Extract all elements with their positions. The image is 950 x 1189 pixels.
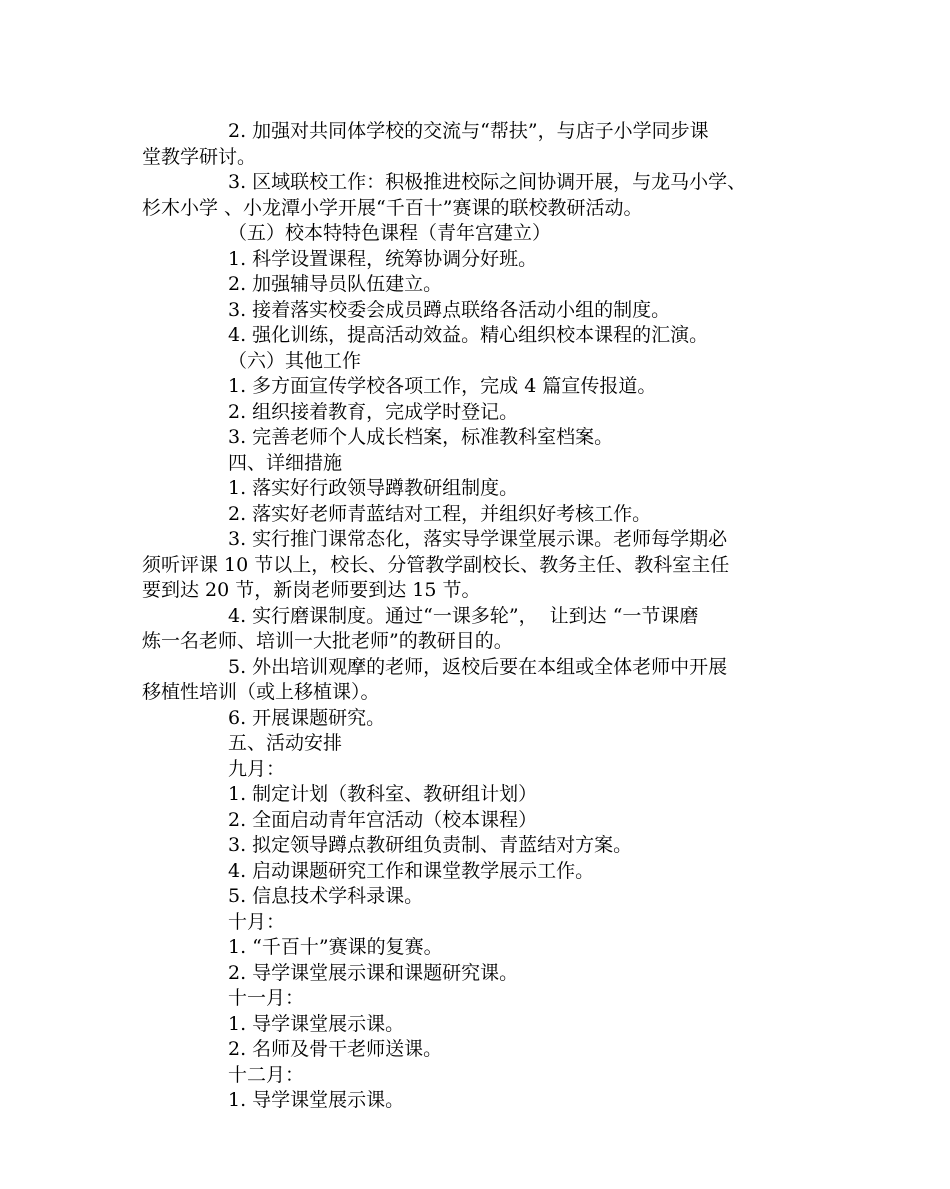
- text-line: （六）其他工作: [228, 349, 362, 372]
- text-line: 九月：: [228, 757, 286, 780]
- text-line: 3. 完善老师个人成长档案，标准教科室档案。: [228, 426, 614, 448]
- text-line: 1. 多方面宣传学校各项工作，完成 4 篇宣传报道。: [228, 375, 657, 397]
- text-line: 5. 外出培训观摩的老师，返校后要在本组或全体老师中开展: [228, 655, 728, 678]
- text-line: 1. “千百十”赛课的复赛。: [228, 936, 443, 958]
- text-line: 3. 区域联校工作：积极推进校际之间协调开展，与龙马小学、: [228, 171, 747, 193]
- document-body: [142, 119, 822, 1114]
- text-line: 四、详细措施: [228, 451, 343, 474]
- text-line: 1. 制定计划（教科室、教研组计划）: [228, 783, 538, 805]
- text-line: 1. 落实好行政领导蹲教研组制度。: [228, 477, 519, 499]
- text-line: 炼一名老师、培训一大批老师”的教研目的。: [142, 630, 513, 652]
- text-line: 堂教学研讨。: [142, 145, 257, 168]
- text-line: 2. 组织接着教育，完成学时登记。: [228, 400, 519, 423]
- text-line: 4. 启动课题研究工作和课堂教学展示工作。: [228, 859, 595, 882]
- text-line: 3. 拟定领导蹲点教研组负责制、青蓝结对方案。: [228, 834, 633, 856]
- text-line: 4. 强化训练，提高活动效益。精心组织校本课程的汇演。: [228, 324, 709, 346]
- text-line: 要到达 20 节，新岗老师要到达 15 节。: [142, 579, 481, 601]
- text-line: 1. 导学课堂展示课。: [228, 1089, 405, 1111]
- text-line: 杉木小学 、小龙潭小学开展“千百十”赛课的联校教研活动。: [142, 196, 643, 219]
- text-line: 3. 接着落实校委会成员蹲点联络各活动小组的制度。: [228, 298, 671, 321]
- text-line: 1. 科学设置课程，统筹协调分好班。: [228, 247, 538, 270]
- text-line: 十月：: [228, 910, 286, 933]
- text-line: 移植性培训（或上移植课）。: [142, 681, 380, 703]
- text-line: 须听评课 10 节以上，校长、分管教学副校长、教务主任、教科室主任: [142, 553, 730, 576]
- text-line: 2. 落实好老师青蓝结对工程，并组织好考核工作。: [228, 502, 652, 525]
- text-line: 十一月：: [228, 987, 305, 1009]
- text-line: 3. 实行推门课常态化，落实导学课堂展示课。老师每学期必: [228, 528, 728, 550]
- text-line: 2. 全面启动青年宫活动（校本课程）: [228, 808, 538, 831]
- text-line: 4. 实行磨课制度。通过“一课多轮”， 让到达 “一节课磨: [228, 604, 699, 627]
- text-line: （五）校本特特色课程（青年宫建立）: [228, 222, 552, 244]
- text-line: 6. 开展课题研究。: [228, 706, 386, 729]
- text-line: 2. 名师及骨干老师送课。: [228, 1038, 443, 1060]
- text-line: 十二月：: [228, 1063, 305, 1086]
- text-line: 1. 导学课堂展示课。: [228, 1012, 405, 1035]
- text-line: 2. 加强辅导员队伍建立。: [228, 273, 443, 295]
- text-line: 5. 信息技术学科录课。: [228, 885, 424, 907]
- text-line: 五、活动安排: [228, 732, 343, 754]
- text-line: 2. 加强对共同体学校的交流与“帮扶”，与店子小学同步课: [228, 120, 709, 142]
- text-line: 2. 导学课堂展示课和课题研究课。: [228, 961, 519, 984]
